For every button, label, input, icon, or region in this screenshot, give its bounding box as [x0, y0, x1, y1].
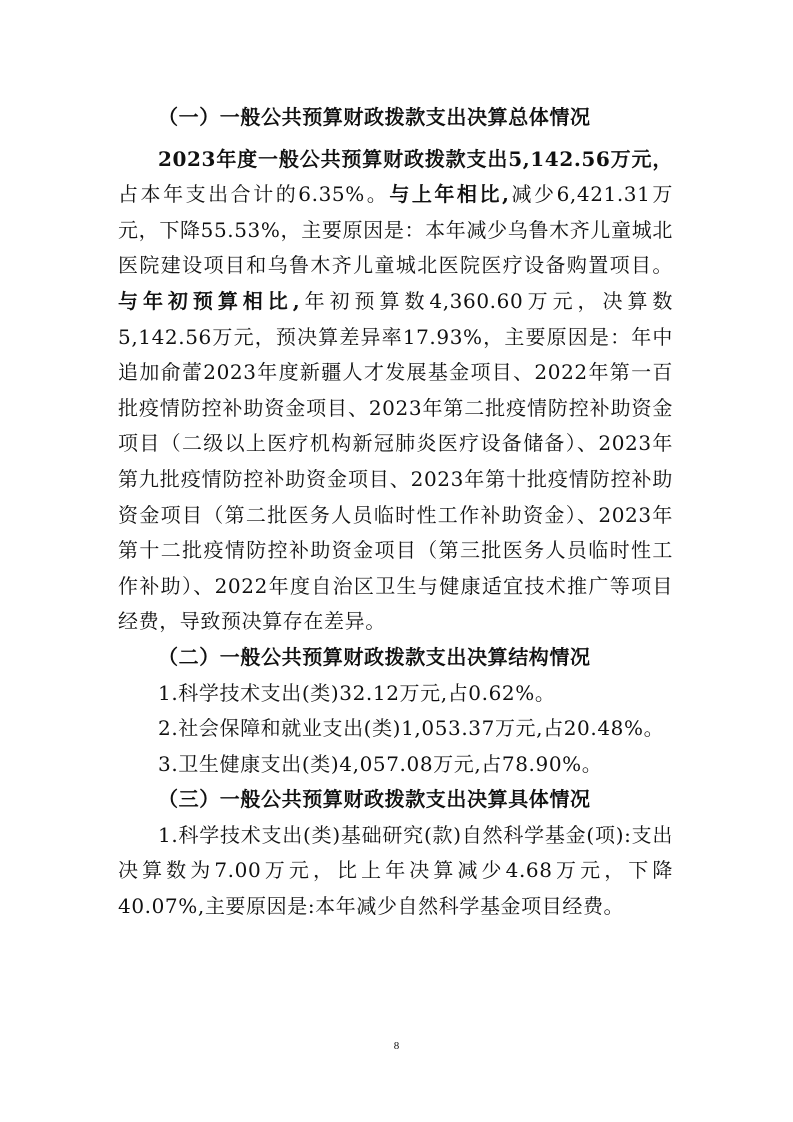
section-heading-overall: （一）一般公共预算财政拨款支出决算总体情况	[158, 105, 591, 129]
structure-item-social-security: 2.社会保障和就业支出(类)1,053.37万元,占20.48%。	[158, 716, 665, 741]
section-heading-structure: （二）一般公共预算财政拨款支出决算结构情况	[158, 644, 591, 669]
structure-item-health: 3.卫生健康支出(类)4,057.08万元,占78.90%。	[158, 751, 603, 776]
compare-budget-label: 与年初预算相比,	[118, 288, 301, 313]
compare-last-year-label: 与上年相比,	[389, 182, 510, 207]
overall-share-text: 占本年支出合计的6.35%。	[118, 182, 390, 207]
structure-item-science: 1.科学技术支出(类)32.12万元,占0.62%。	[158, 680, 556, 705]
compare-budget-text: 年初预算数4,360.60万元，决算数5,142.56万元，预决算差异率17.93%，主要原因是：年中追加俞蕾2023年度新疆人才发展基金项目、2022年第一百批疫情防控补助资金项目、2023年第二批疫情防控补助资金项目（二级以上医疗机构新冠肺炎医疗设备储备）、2023年第九批疫情防控补助资金项目、2023年第十批疫情防控补助资金项目（第二批医务人员临时性工作补助资金）、2023年第十二批疫情防控补助资金项目（第三批医务人员临时性工作补助）、2022年度自治区卫生与健康适宜技术推广等项目经费，导致预决算存在差异。	[118, 288, 674, 634]
compare-last-year-text: 减少6,421.31万元，下降55.53%，主要原因是：本年减少乌鲁木齐儿童城北医院建设项目和乌鲁木齐儿童城北医院医疗设备购置项目。	[118, 182, 673, 278]
detail-item-science-fund: 1.科学技术支出(类)基础研究(款)自然科学基金(项):支出决算数为7.00万元，比上年决算减少4.68万元，下降40.07%,主要原因是:本年减少自然科学基金项目经费。	[118, 822, 673, 919]
section-heading-detail: （三）一般公共预算财政拨款支出决算具体情况	[158, 787, 591, 812]
paragraph-overall	[118, 142, 673, 640]
page-number: 8	[393, 1040, 400, 1052]
overall-total-lead: 2023年度一般公共预算财政拨款支出5,142.56万元，	[158, 146, 673, 171]
page-content	[118, 100, 673, 925]
